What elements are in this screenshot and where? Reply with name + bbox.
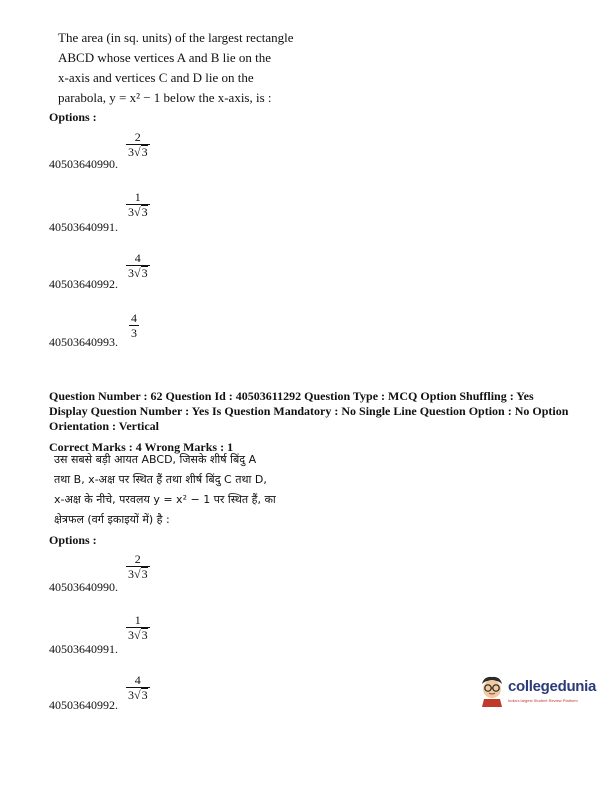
question-1-text xyxy=(58,28,293,108)
option-id[interactable]: 40503640993. xyxy=(49,335,118,349)
metadata-line: Orientation : Vertical xyxy=(49,419,159,433)
metadata-line: Display Question Number : Yes Is Question Mandatory : No Single Line Question Option : No Option xyxy=(49,404,569,418)
option-fraction xyxy=(126,674,150,702)
fraction-numerator: 4 xyxy=(134,673,141,687)
fraction-denominator xyxy=(126,265,150,280)
radicand: 3 xyxy=(141,145,148,159)
sqrt-icon: √ xyxy=(134,567,141,581)
logo-name: collegedunia xyxy=(508,678,597,695)
sqrt-icon: √ xyxy=(134,145,141,159)
fraction-numerator: 1 xyxy=(134,613,141,627)
sqrt-icon: √ xyxy=(134,628,141,642)
question-1-line: The area (in sq. units) of the largest rectangle xyxy=(58,30,294,45)
fraction-denominator xyxy=(126,566,150,581)
denominator-coefficient: 3 xyxy=(128,145,134,159)
option-fraction xyxy=(126,614,150,642)
question-1-line: ABCD whose vertices A and B lie on the xyxy=(58,50,272,65)
hindi-line: उस सबसे बड़ी आयत ABCD, जिसके शीर्ष बिंदु A xyxy=(54,453,257,466)
denominator-coefficient: 3 xyxy=(128,688,134,702)
collegedunia-logo xyxy=(478,672,600,712)
radicand: 3 xyxy=(141,266,148,280)
option-fraction xyxy=(129,312,139,340)
option-id[interactable]: 40503640991. xyxy=(49,220,118,234)
fraction-numerator: 2 xyxy=(134,552,141,566)
fraction-numerator: 4 xyxy=(134,251,141,265)
question-2-metadata xyxy=(49,389,609,455)
denominator-coefficient: 3 xyxy=(128,266,134,280)
fraction-denominator xyxy=(126,627,150,642)
option-id[interactable]: 40503640990. xyxy=(49,580,118,594)
fraction-denominator xyxy=(126,687,150,702)
hindi-line: तथा B, x-अक्ष पर स्थित हैं तथा शीर्ष बिंदु C तथा D, xyxy=(54,473,267,486)
option-id[interactable]: 40503640992. xyxy=(49,277,118,291)
option-fraction xyxy=(126,553,150,581)
question-2-hindi-text xyxy=(54,450,276,530)
fraction-numerator: 2 xyxy=(134,130,141,144)
option-fraction xyxy=(126,131,150,159)
hindi-line: क्षेत्रफल (वर्ग इकाइयों में) है : xyxy=(54,513,170,526)
fraction-denominator: 3 xyxy=(131,326,137,340)
radicand: 3 xyxy=(141,628,148,642)
fraction-numerator: 4 xyxy=(131,311,137,325)
options-label: Options : xyxy=(49,110,97,124)
denominator-coefficient: 3 xyxy=(128,567,134,581)
sqrt-icon: √ xyxy=(134,266,141,280)
sqrt-icon: √ xyxy=(134,688,141,702)
option-fraction xyxy=(126,252,150,280)
radicand: 3 xyxy=(141,567,148,581)
hindi-line: x-अक्ष के नीचे, परवलय y = x² − 1 पर स्थित हैं, का xyxy=(54,493,276,506)
option-fraction xyxy=(126,191,150,219)
option-id[interactable]: 40503640990. xyxy=(49,157,118,171)
radicand: 3 xyxy=(141,205,148,219)
denominator-coefficient: 3 xyxy=(128,628,134,642)
question-1-line: parabola, y = x² − 1 below the x-axis, is : xyxy=(58,90,272,105)
option-id[interactable]: 40503640992. xyxy=(49,698,118,712)
metadata-line: Question Number : 62 Question Id : 40503611292 Question Type : MCQ Option Shuffling : Yes xyxy=(49,389,534,403)
radicand: 3 xyxy=(141,688,148,702)
mascot-icon xyxy=(478,674,506,708)
logo-tagline: India's largest Student Review Platform xyxy=(508,698,578,703)
option-id[interactable]: 40503640991. xyxy=(49,642,118,656)
fraction-numerator: 1 xyxy=(134,190,141,204)
question-1-line: x-axis and vertices C and D lie on the xyxy=(58,70,254,85)
denominator-coefficient: 3 xyxy=(128,205,134,219)
options-label: Options : xyxy=(49,533,97,547)
fraction-denominator xyxy=(126,204,150,219)
marks-line: Correct Marks : 4 Wrong Marks : 1 xyxy=(49,440,234,454)
sqrt-icon: √ xyxy=(134,205,141,219)
fraction-denominator xyxy=(126,144,150,159)
